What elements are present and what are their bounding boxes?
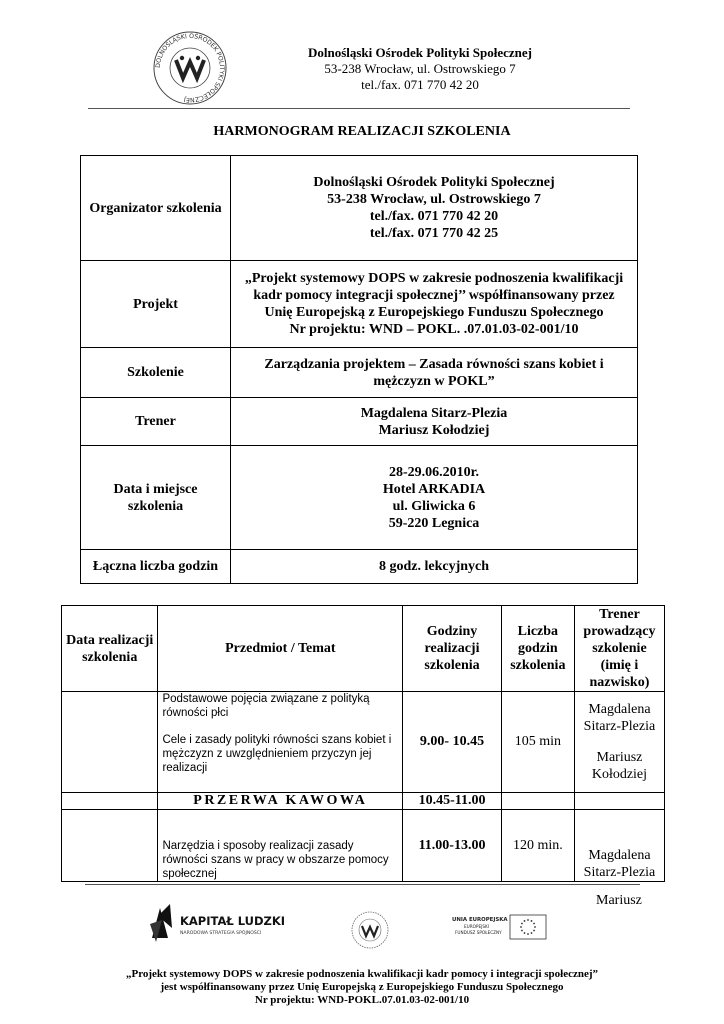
col-subject-header: Przedmiot / Temat [158,606,403,692]
schedule-table [61,605,665,882]
row1-date [62,692,158,793]
row2-trainer [574,793,664,810]
footer-divider [85,884,640,885]
training-label: Szkolenie [81,348,231,398]
eu-star-icon [527,919,529,921]
kl-subtitle: NARODOWA STRATEGIA SPÓJNOŚCI [180,931,262,936]
continuation-text: Mariusz [596,893,642,908]
project-label: Projekt [81,261,231,348]
table-row [62,793,665,810]
header-divider [88,108,630,109]
organizer-value: Dolnośląski Ośrodek Polityki Społecznej 53-238 Wrocław, ul. Ostrowskiego 7 tel./fax. 071 770 42 20 tel./fax. 071 770 42 25 [231,156,638,261]
logo-ring-text: DOLNOŚLĄSKI OŚRODEK POLITYKI SPOŁECZNEJ [154,32,226,104]
eu-star-icon [527,933,529,935]
trainer-value: Magdalena Sitarz-Plezia Mariusz Kołodziej [231,398,638,446]
row3-count: 120 min. [501,810,574,882]
dops-logo-small [350,910,390,950]
col-date-header: Data realizacji szkolenia [62,606,158,692]
footer-text: „Projekt systemowy DOPS w zakresie podnoszenia kwalifikacji kadr pomocy i integracji społecznej” jest współfinansowany przez Unię Europejską z Europejskiego Funduszu Społecznego Nr projektu: WND-POKL.07.01.03-02-001/10 [125,968,599,1006]
row3-topic: Narzędzia i sposoby realizacji zasady równości szans w pracy w obszarze pomocy społecznej [158,810,403,882]
eu-star-icon [524,932,526,934]
row2-break: PRZERWA KAWOWA [158,793,403,810]
organizer-label: Organizator szkolenia [81,156,231,261]
row1-hours: 9.00- 10.45 [403,692,502,793]
total-hours-label: Łączna liczba godzin [81,550,231,584]
eu-star-icon [531,932,533,934]
row1-topic: Podstawowe pojęcia związane z polityką równości płci Cele i zasady polityki równości szans kobiet i mężczyzn z uwzględnieniem przyczyn jej realizacji [158,692,403,793]
row1-trainer: Magdalena Sitarz-Plezia Mariusz Kołodziej [574,692,664,793]
kapital-ludzki-logo [148,898,286,946]
eu-flag-icon [510,915,546,939]
eu-star-icon [534,926,536,928]
header-org-block [250,45,590,93]
training-value: Zarządzania projektem – Zasada równości szans kobiet i mężczyzn w POKL” [231,348,638,398]
dops-logo [152,30,228,106]
row3-hours: 11.00-13.00 [403,810,502,882]
schedule-header-row [62,606,665,692]
ue-line2: EUROPEJSKI [464,924,489,929]
table-row [62,692,665,793]
eu-star-icon [524,920,526,922]
ue-line1: UNIA EUROPEJSKA [452,917,508,923]
row2-count [501,793,574,810]
date-place-label: Data i miejsce szkolenia [81,446,231,550]
date-place-value: 28-29.06.2010r. Hotel ARKADIA ul. Gliwicka 6 59-220 Legnica [231,446,638,550]
eu-star-icon [531,920,533,922]
row2-date [62,793,158,810]
eu-star-icon [521,923,523,925]
col-hours-header: Godziny realizacji szkolenia [403,606,502,692]
row3-trainer: Magdalena Sitarz-Plezia [574,810,664,882]
row3-date [62,810,158,882]
eu-star-icon [520,926,522,928]
header-phone: tel./fax. 071 770 42 20 [361,77,479,92]
row1-count: 105 min [501,692,574,793]
training-info-table [80,155,638,584]
ue-line3: FUNDUSZ SPOŁECZNY [455,930,502,935]
eu-star-icon [533,930,535,932]
total-hours-value: 8 godz. lekcyjnych [231,550,638,584]
col-count-header: Liczba godzin szkolenia [501,606,574,692]
eu-logo-block [452,912,548,942]
eu-star-icon [521,930,523,932]
eu-star-icon [533,923,535,925]
trainer-label: Trener [81,398,231,446]
header-address: 53-238 Wrocław, ul. Ostrowskiego 7 [324,61,516,76]
header-org-name: Dolnośląski Ośrodek Polityki Społecznej [307,45,533,60]
kl-title: KAPITAŁ LUDZKI [180,914,286,928]
table-row [62,810,665,882]
project-value: „Projekt systemowy DOPS w zakresie podnoszenia kwalifikacji kadr pomocy integracji społecznej’’ współfinansowany przez Unię Europejską z Europejskiego Funduszu Społecznego Nr projektu: WND – POKL. .07.01.03-02-001/10 [231,261,638,348]
row2-hours: 10.45-11.00 [403,793,502,810]
document-title: HARMONOGRAM REALIZACJI SZKOLENIA [213,124,511,139]
col-trainer-header: Trener prowadzący szkolenie (imię i nazwisko) [574,606,664,692]
